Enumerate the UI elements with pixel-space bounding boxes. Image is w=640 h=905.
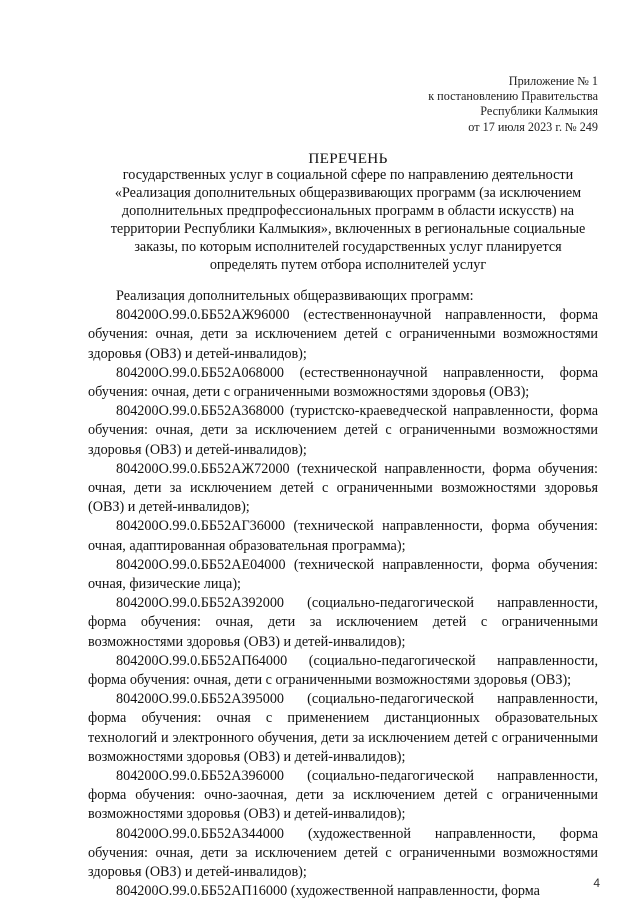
service-entry: 804200О.99.0.ББ52АП16000 (художественной направленности, форма [116, 883, 540, 900]
subtitle-line: заказы, по которым исполнителей государственных услуг планируется [134, 239, 562, 255]
service-entry: 804200О.99.0.ББ52АП64000 (социально-педагогической направленности, форма обучения: очная, дети с ограниченными возможностями здоровья (ОВЗ); [88, 652, 598, 689]
service-entry: 804200О.99.0.ББ52АЖ72000 (технической направленности, форма обучения: очная, дети за исключением детей с ограниченными возможностями здоровья (ОВЗ) и детей-инвалидов); [88, 460, 598, 516]
appendix-line: Приложение № 1 [508, 74, 598, 88]
appendix-line: к постановлению Правительства [428, 89, 598, 104]
service-entry: 804200О.99.0.ББ52А344000 (художественной направленности, форма обучения: очная, дети за исключением детей с ограниченными возможностями здоровья (ОВЗ) и детей-инвалидов); [88, 825, 598, 881]
subtitle-line: дополнительных предпрофессиональных программ в области искусств) на [121, 203, 575, 219]
service-entry: 804200О.99.0.ББ52АЖ96000 (естественнонаучной направленности, форма обучения: очная, дети за исключением детей с ограниченными возможностями здоровья (ОВЗ) и детей-инвалидов); [88, 307, 598, 362]
appendix-line: от 17 июля 2023 г. № 249 [468, 119, 598, 134]
service-entry: 804200О.99.0.ББ52А392000 (социально-педагогической направленности, форма обучения: очная, дети за исключением детей с ограниченными возможностями здоровья (ОВЗ) и детей-инвалидов); [88, 595, 598, 650]
document-subtitle [80, 166, 616, 274]
intro-paragraph: Реализация дополнительных общеразвивающих программ: [116, 288, 474, 304]
document-title: ПЕРЕЧЕНЬ [308, 150, 388, 167]
appendix-line: Республики Калмыкия [480, 104, 598, 119]
subtitle-line: территории Республики Калмыкия», включенных в региональные социальные [110, 221, 586, 237]
subtitle-line: государственных услуг в социальной сфере по направлению деятельности [122, 167, 574, 183]
service-entry: 804200О.99.0.ББ52А395000 (социально-педагогической направленности, форма обучения: очная с применением дистанционных образовательных технологий и электронного обучения, дети за исключением детей с ограниченными возможностями здоровья (ОВЗ) и детей-инвалидов); [88, 691, 598, 765]
service-entry: 804200О.99.0.ББ52А068000 (естественнонаучной направленности, форма обучения: очная, дети с ограниченными возможностями здоровья (ОВЗ); [88, 364, 598, 401]
page-number: 4 [593, 876, 600, 890]
service-entry: 804200О.99.0.ББ52А396000 (социально-педагогической направленности, форма обучения: очно-заочная, дети за исключением детей с ограниченными возможностями здоровья (ОВЗ) и детей-инвалидов); [88, 768, 598, 823]
subtitle-line: определять путем отбора исполнителей услуг [209, 257, 487, 273]
service-entry: 804200О.99.0.ББ52АЕ04000 (технической направленности, форма обучения: очная, физические лица); [88, 556, 598, 593]
service-entry: 804200О.99.0.ББ52А368000 (туристско-краеведческой направленности, форма обучения: очная, дети за исключением детей с ограниченными возможностями здоровья (ОВЗ) и детей-инвалидов); [88, 403, 598, 458]
document-body [88, 287, 598, 902]
appendix-header [428, 74, 598, 135]
service-entry: 804200О.99.0.ББ52АГ36000 (технической направленности, форма обучения: очная, адаптированная образовательная программа); [88, 518, 598, 554]
subtitle-line: «Реализация дополнительных общеразвивающих программ (за исключением [114, 185, 582, 201]
